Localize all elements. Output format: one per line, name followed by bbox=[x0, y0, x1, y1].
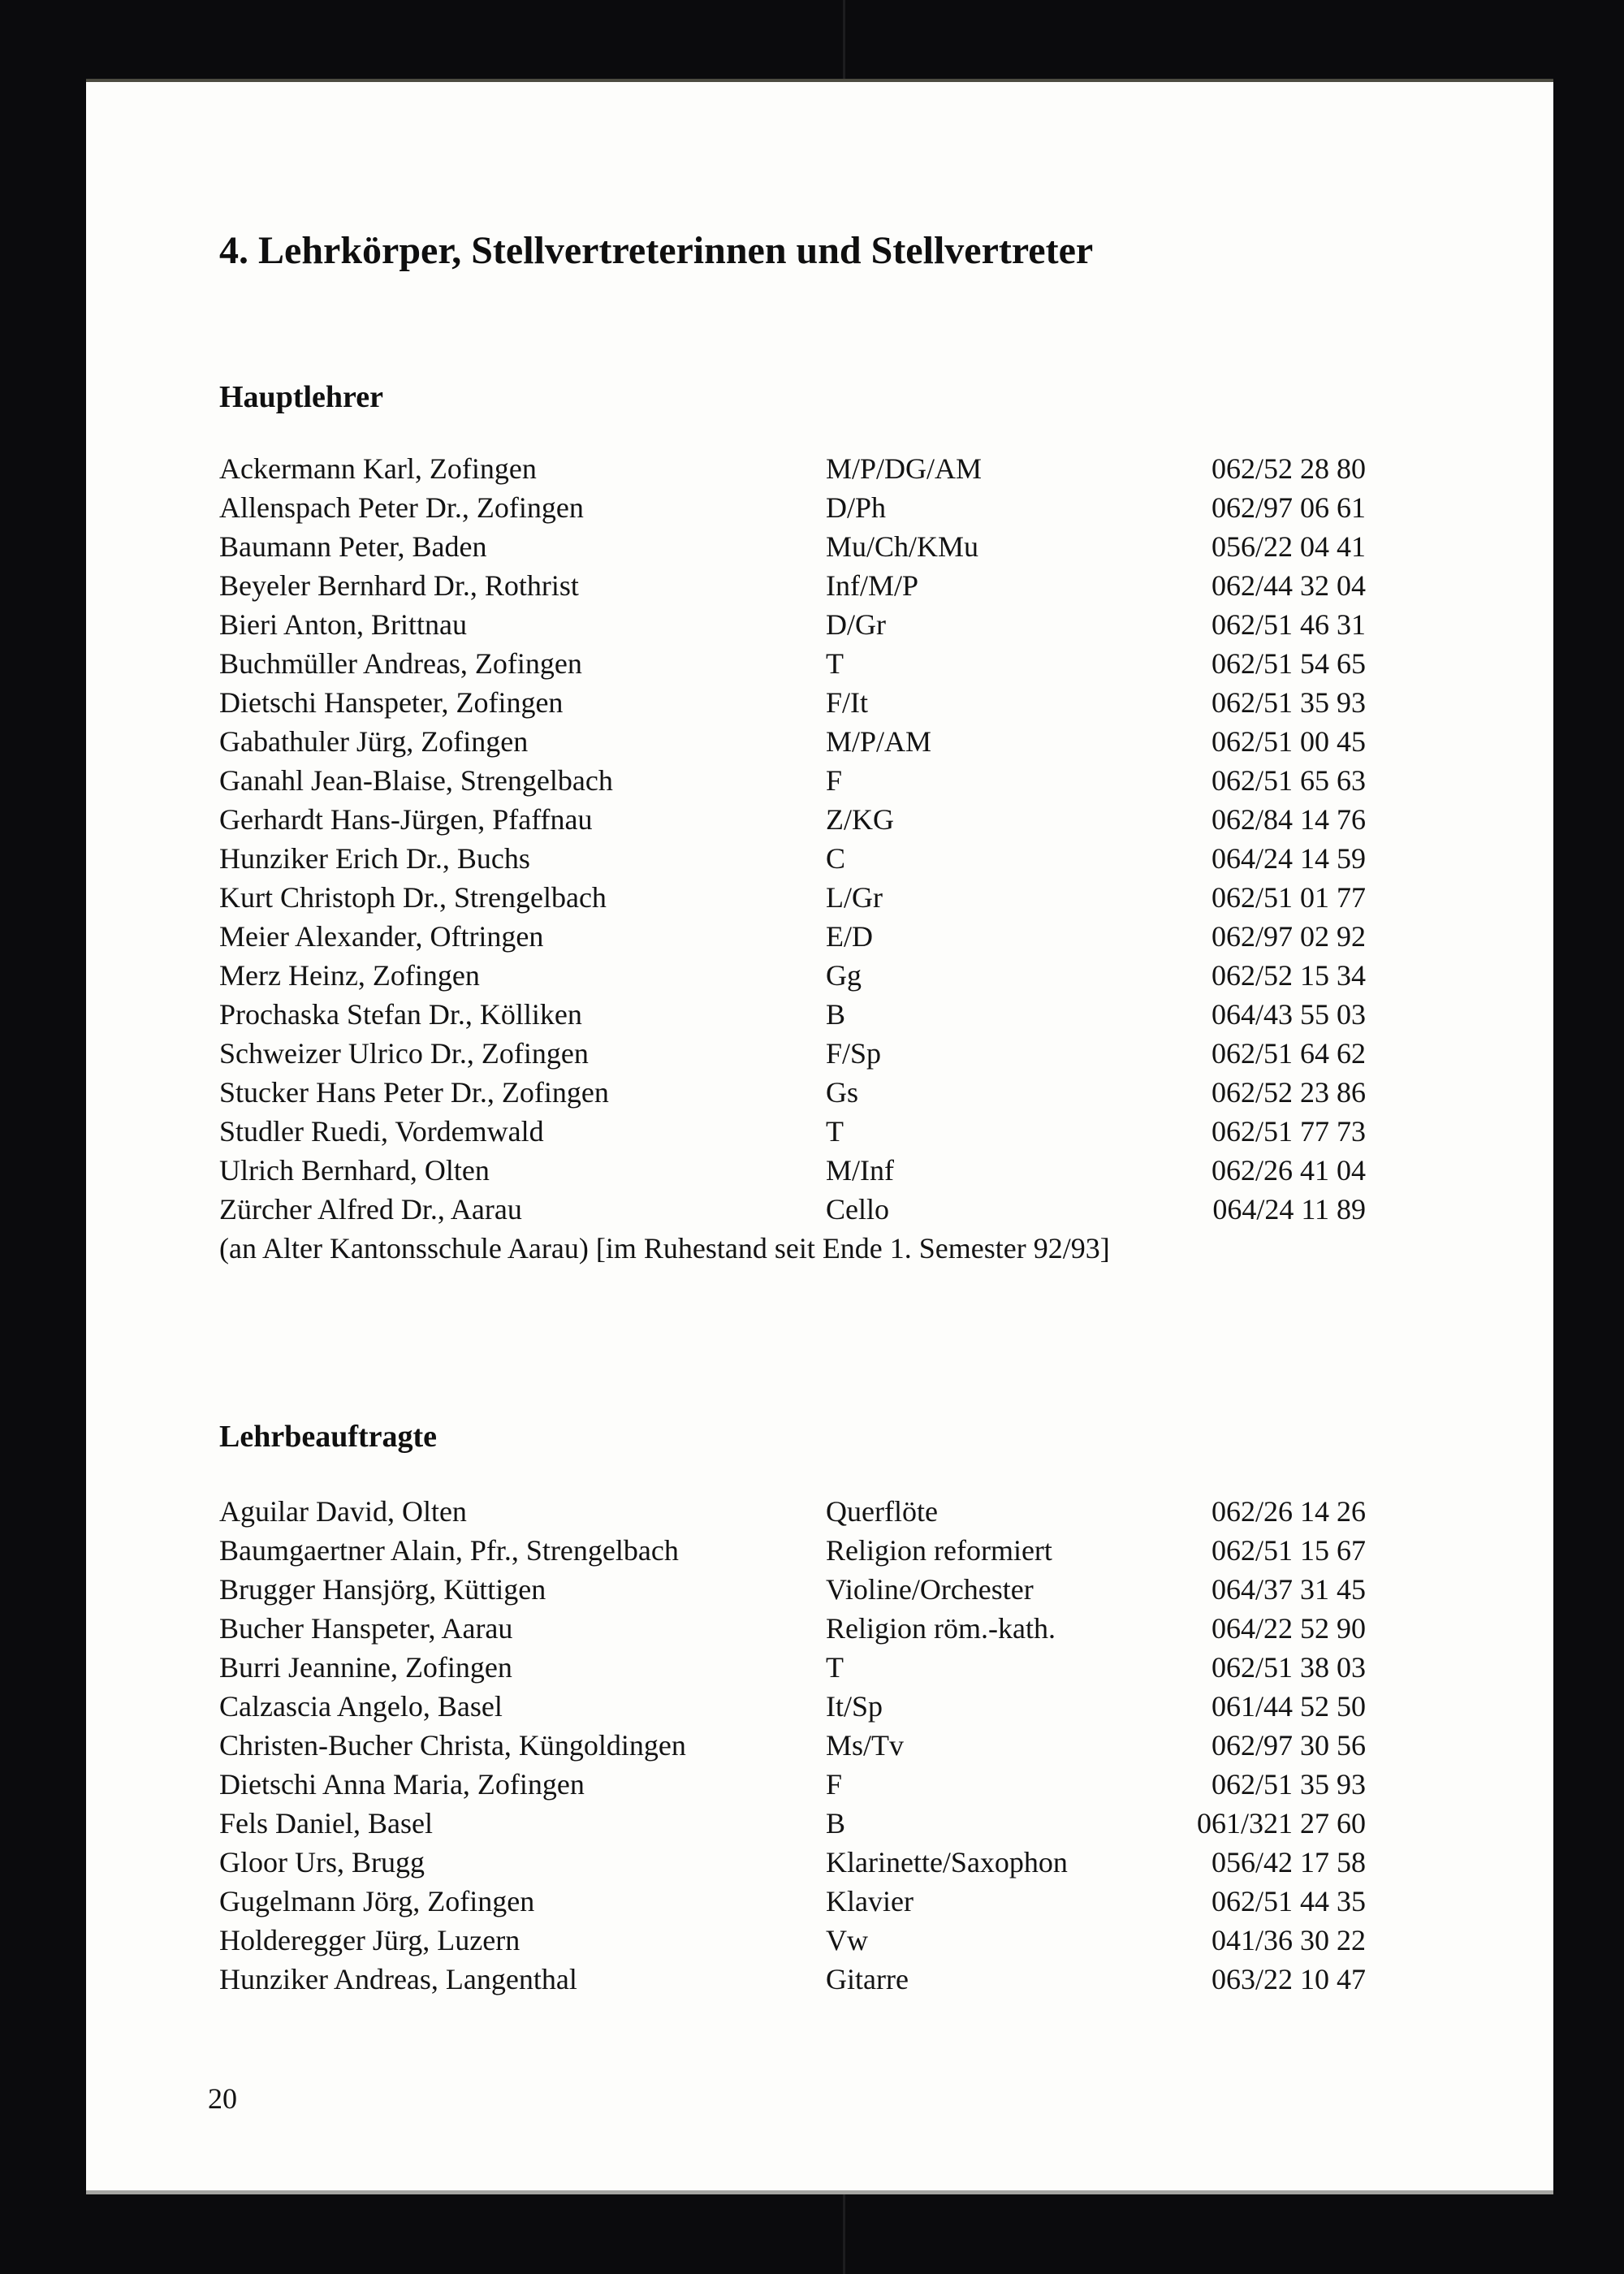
name-cell: Gugelmann Jörg, Zofingen bbox=[219, 1885, 535, 1917]
phone-cell: 062/97 02 92 bbox=[1211, 920, 1366, 953]
subject-cell: T bbox=[826, 1651, 844, 1684]
phone-cell: 062/26 14 26 bbox=[1211, 1495, 1366, 1528]
table-row bbox=[219, 800, 1366, 839]
subject-cell: Gitarre bbox=[826, 1963, 909, 1995]
phone-cell: 062/52 15 34 bbox=[1211, 959, 1366, 992]
section-heading-lehrbeauftragte: Lehrbeauftragte bbox=[219, 1420, 438, 1454]
phone-cell: 062/51 35 93 bbox=[1211, 686, 1366, 719]
phone-cell: 041/36 30 22 bbox=[1211, 1924, 1366, 1956]
name-cell: Calzascia Angelo, Basel bbox=[219, 1690, 503, 1723]
subject-cell: L/Gr bbox=[826, 881, 883, 914]
phone-cell: 062/51 46 31 bbox=[1211, 608, 1366, 641]
phone-cell: 064/24 11 89 bbox=[1212, 1193, 1366, 1226]
name-cell: Ackermann Karl, Zofingen bbox=[219, 452, 537, 485]
phone-cell: 061/321 27 60 bbox=[1196, 1807, 1366, 1840]
name-cell: Merz Heinz, Zofingen bbox=[219, 959, 480, 992]
phone-cell: 062/44 32 04 bbox=[1211, 569, 1366, 602]
subject-cell: Vw bbox=[826, 1924, 868, 1956]
subject-cell: Religion reformiert bbox=[826, 1534, 1052, 1567]
table-row bbox=[219, 1570, 1366, 1609]
table-row bbox=[219, 449, 1366, 488]
name-cell: Hunziker Andreas, Langenthal bbox=[219, 1963, 577, 1995]
subject-cell: F bbox=[826, 1768, 843, 1801]
section-heading-hauptlehrer: Hauptlehrer bbox=[219, 380, 383, 414]
subject-cell: Inf/M/P bbox=[826, 569, 919, 602]
table-row bbox=[219, 1804, 1366, 1843]
name-cell: Gabathuler Jürg, Zofingen bbox=[219, 725, 529, 758]
name-cell: Dietschi Anna Maria, Zofingen bbox=[219, 1768, 585, 1801]
name-cell: Ganahl Jean-Blaise, Strengelbach bbox=[219, 764, 613, 797]
subject-cell: F/Sp bbox=[826, 1037, 882, 1070]
table-row bbox=[219, 1492, 1366, 1531]
phone-cell: 062/51 65 63 bbox=[1211, 764, 1366, 797]
phone-cell: 056/42 17 58 bbox=[1211, 1846, 1366, 1878]
name-cell: Burri Jeannine, Zofingen bbox=[219, 1651, 512, 1684]
retirement-note: (an Alter Kantonsschule Aarau) [im Ruhestand seit Ende 1. Semester 92/93] bbox=[219, 1232, 1110, 1265]
subject-cell: D/Gr bbox=[826, 608, 886, 641]
subject-cell: Religion röm.-kath. bbox=[826, 1612, 1056, 1645]
phone-cell: 062/51 64 62 bbox=[1211, 1037, 1366, 1070]
name-cell: Buchmüller Andreas, Zofingen bbox=[219, 647, 582, 680]
name-cell: Fels Daniel, Basel bbox=[219, 1807, 433, 1840]
scanned-page bbox=[86, 79, 1553, 2194]
name-cell: Gloor Urs, Brugg bbox=[219, 1846, 425, 1878]
subject-cell: T bbox=[826, 1115, 844, 1148]
subject-cell: M/P/AM bbox=[826, 725, 932, 758]
phone-cell: 064/37 31 45 bbox=[1211, 1573, 1366, 1606]
name-cell: Bucher Hanspeter, Aarau bbox=[219, 1612, 513, 1645]
name-cell: Studler Ruedi, Vordemwald bbox=[219, 1115, 544, 1148]
phone-cell: 062/26 41 04 bbox=[1211, 1154, 1366, 1187]
page-title: 4. Lehrkörper, Stellvertreterinnen und Stellvertreter bbox=[219, 229, 1094, 272]
table-row bbox=[219, 488, 1366, 527]
table-row bbox=[219, 1190, 1366, 1229]
name-cell: Baumann Peter, Baden bbox=[219, 530, 487, 563]
phone-cell: 062/52 23 86 bbox=[1211, 1076, 1366, 1109]
phone-cell: 062/97 06 61 bbox=[1211, 491, 1366, 524]
phone-cell: 062/51 15 67 bbox=[1211, 1534, 1366, 1567]
name-cell: Aguilar David, Olten bbox=[219, 1495, 467, 1528]
subject-cell: F/It bbox=[826, 686, 869, 719]
table-row bbox=[219, 1151, 1366, 1190]
table-row bbox=[219, 1609, 1366, 1648]
subject-cell: D/Ph bbox=[826, 491, 887, 524]
table-row bbox=[219, 917, 1366, 956]
table-row bbox=[219, 1726, 1366, 1765]
table-row bbox=[219, 683, 1366, 722]
phone-cell: 062/97 30 56 bbox=[1211, 1729, 1366, 1762]
name-cell: Baumgaertner Alain, Pfr., Strengelbach bbox=[219, 1534, 679, 1567]
subject-cell: Mu/Ch/KMu bbox=[826, 530, 979, 563]
subject-cell: It/Sp bbox=[826, 1690, 883, 1723]
phone-cell: 062/51 38 03 bbox=[1211, 1651, 1366, 1684]
subject-cell: Violine/Orchester bbox=[826, 1573, 1034, 1606]
name-cell: Holderegger Jürg, Luzern bbox=[219, 1924, 520, 1956]
table-row bbox=[219, 878, 1366, 917]
table-row bbox=[219, 956, 1366, 995]
name-cell: Zürcher Alfred Dr., Aarau bbox=[219, 1193, 522, 1226]
phone-cell: 061/44 52 50 bbox=[1211, 1690, 1366, 1723]
phone-cell: 064/24 14 59 bbox=[1211, 842, 1366, 875]
table-row bbox=[219, 1112, 1366, 1151]
subject-cell: C bbox=[826, 842, 846, 875]
table-row bbox=[219, 722, 1366, 761]
name-cell: Schweizer Ulrico Dr., Zofingen bbox=[219, 1037, 589, 1070]
page-number: 20 bbox=[208, 2082, 237, 2115]
subject-cell: B bbox=[826, 998, 846, 1031]
subject-cell: F bbox=[826, 764, 843, 797]
table-row bbox=[219, 1960, 1366, 1999]
name-cell: Brugger Hansjörg, Küttigen bbox=[219, 1573, 546, 1606]
name-cell: Stucker Hans Peter Dr., Zofingen bbox=[219, 1076, 609, 1109]
table-row bbox=[219, 1843, 1366, 1882]
phone-cell: 062/51 44 35 bbox=[1211, 1885, 1366, 1917]
table-row bbox=[219, 527, 1366, 566]
subject-cell: Gg bbox=[826, 959, 862, 992]
table-row bbox=[219, 644, 1366, 683]
subject-cell: Gs bbox=[826, 1076, 859, 1109]
phone-cell: 062/51 54 65 bbox=[1211, 647, 1366, 680]
subject-cell: Z/KG bbox=[826, 803, 894, 836]
phone-cell: 056/22 04 41 bbox=[1211, 530, 1366, 563]
name-cell: Ulrich Bernhard, Olten bbox=[219, 1154, 490, 1187]
phone-cell: 064/43 55 03 bbox=[1211, 998, 1366, 1031]
name-cell: Dietschi Hanspeter, Zofingen bbox=[219, 686, 564, 719]
subject-cell: Ms/Tv bbox=[826, 1729, 905, 1762]
name-cell: Bieri Anton, Brittnau bbox=[219, 608, 467, 641]
table-row bbox=[219, 1034, 1366, 1073]
table-row bbox=[219, 1648, 1366, 1687]
table-row bbox=[219, 1921, 1366, 1960]
subject-cell: Klarinette/Saxophon bbox=[826, 1846, 1068, 1878]
name-cell: Prochaska Stefan Dr., Kölliken bbox=[219, 998, 582, 1031]
table-row bbox=[219, 1073, 1366, 1112]
subject-cell: B bbox=[826, 1807, 846, 1840]
name-cell: Hunziker Erich Dr., Buchs bbox=[219, 842, 530, 875]
table-row bbox=[219, 566, 1366, 605]
hauptlehrer-table bbox=[219, 449, 1366, 1229]
phone-cell: 062/51 77 73 bbox=[1211, 1115, 1366, 1148]
lehrbeauftragte-table bbox=[219, 1492, 1366, 1999]
phone-cell: 062/84 14 76 bbox=[1211, 803, 1366, 836]
name-cell: Christen-Bucher Christa, Küngoldingen bbox=[219, 1729, 686, 1762]
phone-cell: 062/51 01 77 bbox=[1211, 881, 1366, 914]
phone-cell: 062/51 35 93 bbox=[1211, 1768, 1366, 1801]
subject-cell: T bbox=[826, 647, 844, 680]
name-cell: Kurt Christoph Dr., Strengelbach bbox=[219, 881, 607, 914]
table-row bbox=[219, 761, 1366, 800]
table-row bbox=[219, 1687, 1366, 1726]
table-row bbox=[219, 1882, 1366, 1921]
subject-cell: M/P/DG/AM bbox=[826, 452, 983, 485]
subject-cell: E/D bbox=[826, 920, 873, 953]
name-cell: Allenspach Peter Dr., Zofingen bbox=[219, 491, 584, 524]
table-row bbox=[219, 995, 1366, 1034]
table-row bbox=[219, 1531, 1366, 1570]
name-cell: Meier Alexander, Oftringen bbox=[219, 920, 544, 953]
phone-cell: 062/51 00 45 bbox=[1211, 725, 1366, 758]
subject-cell: M/Inf bbox=[826, 1154, 894, 1187]
phone-cell: 062/52 28 80 bbox=[1211, 452, 1366, 485]
subject-cell: Cello bbox=[826, 1193, 889, 1226]
phone-cell: 063/22 10 47 bbox=[1211, 1963, 1366, 1995]
name-cell: Beyeler Bernhard Dr., Rothrist bbox=[219, 569, 579, 602]
table-row bbox=[219, 605, 1366, 644]
subject-cell: Querflöte bbox=[826, 1495, 938, 1528]
table-row bbox=[219, 1765, 1366, 1804]
phone-cell: 064/22 52 90 bbox=[1211, 1612, 1366, 1645]
subject-cell: Klavier bbox=[826, 1885, 914, 1917]
table-row bbox=[219, 839, 1366, 878]
name-cell: Gerhardt Hans-Jürgen, Pfaffnau bbox=[219, 803, 593, 836]
